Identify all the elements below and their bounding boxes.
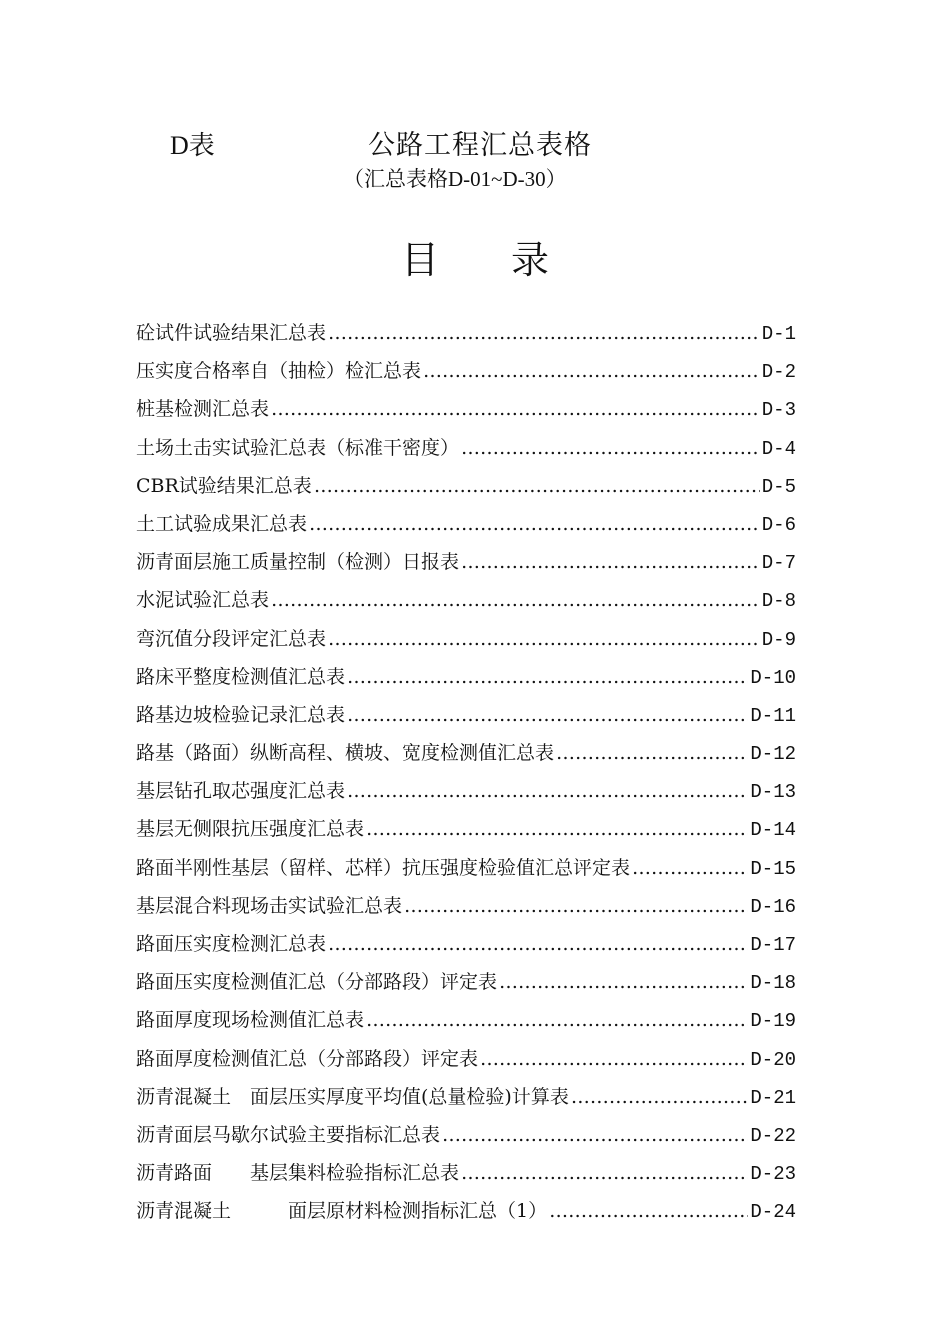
toc-item-label: 砼试件试验结果汇总表 [136, 322, 327, 344]
toc-item[interactable] [136, 1192, 796, 1230]
toc-item-label: 基层无侧限抗压强度汇总表 [136, 818, 365, 841]
toc-item-page: D-7 [761, 552, 796, 575]
toc-item-label: 路基边坡检验记录汇总表 [136, 703, 346, 726]
toc-leader-dots [347, 696, 748, 734]
header-row [0, 128, 950, 164]
toc-leader-dots [347, 772, 748, 810]
toc-item[interactable] [136, 1040, 796, 1078]
toc-item-page: D-9 [761, 628, 796, 651]
toc-heading-right: 录 [511, 238, 550, 282]
toc-item-label: 沥青路面 基层集料检验指标汇总表 [136, 1162, 460, 1185]
toc-list [136, 314, 796, 1231]
toc-item[interactable] [136, 314, 796, 352]
toc-item-page: D-14 [750, 819, 796, 842]
toc-leader-dots [404, 887, 748, 925]
toc-item-page: D-15 [750, 857, 796, 880]
toc-item[interactable] [136, 925, 796, 963]
toc-item-page: D-11 [750, 704, 796, 727]
toc-item[interactable] [136, 658, 796, 696]
toc-leader-dots [423, 352, 760, 390]
toc-item[interactable] [136, 772, 796, 810]
toc-item-page: D-4 [761, 437, 796, 460]
toc-item-label: 桩基检测汇总表 [136, 398, 270, 421]
toc-item-page: D-1 [761, 323, 796, 345]
toc-leader-dots [442, 1116, 748, 1154]
toc-leader-dots [366, 1001, 748, 1039]
toc-item-label: CBR试验结果汇总表 [136, 474, 312, 497]
toc-item[interactable] [136, 581, 796, 619]
toc-item-label: 土场土击实试验汇总表（标准干密度） [136, 436, 460, 459]
toc-item-label: 压实度合格率自（抽检）检汇总表 [136, 360, 422, 383]
toc-item-label: 沥青混凝土 面层压实厚度平均值(总量检验)计算表 [136, 1085, 569, 1108]
toc-item-label: 路面厚度检测值汇总（分部路段）评定表 [136, 1047, 479, 1070]
toc-item-label: 沥青面层马歇尔试验主要指标汇总表 [136, 1123, 441, 1146]
toc-item[interactable] [136, 390, 796, 428]
toc-leader-dots [314, 467, 760, 505]
toc-item-label: 路面厚度现场检测值汇总表 [136, 1009, 365, 1032]
toc-leader-dots [347, 658, 748, 696]
toc-item[interactable] [136, 1154, 796, 1192]
toc-item-page: D-5 [761, 475, 796, 498]
table-code: D表 [170, 131, 215, 160]
toc-item-page: D-22 [750, 1124, 796, 1147]
document-subtitle: （汇总表格D-01~D-30） [343, 167, 567, 191]
toc-item[interactable] [136, 849, 796, 887]
toc-item-label: 路基（路面）纵断高程、横坡、宽度检测值汇总表 [136, 742, 555, 765]
toc-item[interactable] [136, 810, 796, 848]
toc-heading-left: 目 [400, 238, 439, 282]
toc-leader-dots [632, 849, 748, 887]
toc-item-label: 路床平整度检测值汇总表 [136, 665, 346, 688]
toc-item[interactable] [136, 352, 796, 390]
toc-item[interactable] [136, 963, 796, 1001]
toc-item-page: D-21 [750, 1086, 796, 1109]
toc-leader-dots [556, 734, 748, 772]
toc-item[interactable] [136, 467, 796, 505]
toc-item[interactable] [136, 1001, 796, 1039]
toc-item-label: 路面压实度检测值汇总（分部路段）评定表 [136, 971, 498, 994]
toc-item[interactable] [136, 887, 796, 925]
toc-item-label: 基层混合料现场击实试验汇总表 [136, 894, 403, 917]
toc-item-page: D-16 [750, 895, 796, 918]
toc-leader-dots [461, 1154, 748, 1192]
toc-leader-dots [271, 390, 760, 428]
toc-item-page: D-17 [750, 934, 796, 956]
toc-item-label: 沥青面层施工质量控制（检测）日报表 [136, 551, 460, 574]
document-title: 公路工程汇总表格 [368, 130, 592, 161]
toc-leader-dots [366, 810, 748, 848]
toc-item-page: D-6 [761, 513, 796, 536]
toc-leader-dots [461, 429, 760, 467]
toc-leader-dots [549, 1192, 748, 1230]
toc-item-label: 弯沉值分段评定汇总表 [136, 627, 327, 650]
toc-item-page: D-23 [750, 1163, 796, 1186]
toc-item[interactable] [136, 696, 796, 734]
toc-item[interactable] [136, 1116, 796, 1154]
toc-item-page: D-3 [761, 399, 796, 422]
toc-leader-dots [499, 963, 748, 1001]
toc-item[interactable] [136, 734, 796, 772]
toc-item-page: D-2 [761, 361, 796, 384]
toc-item[interactable] [136, 620, 796, 658]
toc-leader-dots [328, 314, 760, 352]
toc-leader-dots [328, 925, 748, 963]
toc-leader-dots [571, 1078, 749, 1116]
toc-leader-dots [271, 581, 760, 619]
toc-item-page: D-10 [750, 666, 796, 689]
toc-leader-dots [328, 620, 760, 658]
toc-leader-dots [309, 505, 760, 543]
toc-item[interactable] [136, 1078, 796, 1116]
toc-item-page: D-13 [750, 781, 796, 804]
toc-item[interactable] [136, 429, 796, 467]
toc-item-page: D-8 [761, 590, 796, 613]
toc-item-label: 路面半刚性基层（留样、芯样）抗压强度检验值汇总评定表 [136, 856, 631, 879]
toc-item-page: D-20 [750, 1048, 796, 1071]
toc-leader-dots [461, 543, 760, 581]
toc-item[interactable] [136, 505, 796, 543]
toc-heading [0, 236, 950, 284]
toc-leader-dots [480, 1040, 748, 1078]
toc-item-page: D-12 [750, 743, 796, 766]
toc-item-label: 路面压实度检测汇总表 [136, 933, 327, 955]
toc-item[interactable] [136, 543, 796, 581]
toc-item-page: D-18 [750, 972, 796, 995]
toc-item-label: 基层钻孔取芯强度汇总表 [136, 780, 346, 803]
toc-item-label: 水泥试验汇总表 [136, 589, 270, 612]
toc-item-label: 沥青混凝土 面层原材料检测指标汇总（1） [136, 1200, 548, 1223]
toc-item-label: 土工试验成果汇总表 [136, 512, 308, 535]
toc-item-page: D-24 [750, 1201, 796, 1224]
toc-item-page: D-19 [750, 1010, 796, 1033]
